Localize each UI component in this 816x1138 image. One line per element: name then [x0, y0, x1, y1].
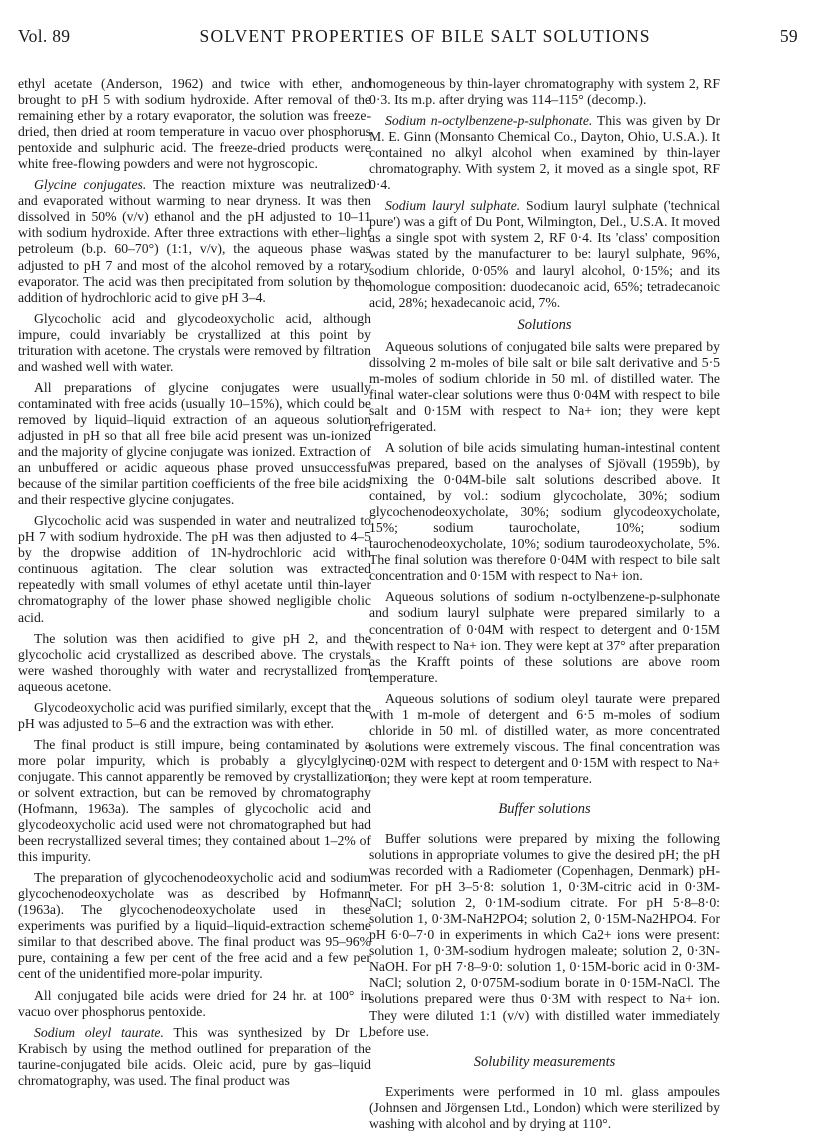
page-number: 59: [779, 26, 798, 46]
paragraph-lead: Sodium n-octylbenzene-p-sulphonate.: [385, 113, 593, 129]
paragraph: Aqueous solutions of sodium oleyl taurate were prepared with 1 m-mole of detergent and 6·5 m-moles of sodium chloride in 50 ml. of distilled water, as more concentrated solutions were extremely viscous. The final concentration was 0·02M with respect to detergent and 0·15M with respect to Na+ ion; they were kept at room temperature.: [369, 690, 720, 786]
right-column: [369, 76, 720, 1132]
paragraph-lead: Sodium oleyl taurate.: [34, 1024, 164, 1040]
paragraph-body: This was given by Dr M. E. Ginn (Monsanto Chemical Co., Dayton, Ohio, U.S.A.). It contained no alkyl alcohol when examined by thin-layer chromatography. With system 2, it moved as a single spot, RF 0·4.: [369, 113, 720, 193]
paragraph: All preparations of glycine conjugates were usually contaminated with free acids (usually 10–15%), which could be removed by liquid–liquid extraction of an aqueous solution adjusted in pH so that all free bile acid present was un-ionized and the majority of glycine conjugate was ionized. Extraction of an unbuffered or acidic aqueous phase proved unsuccessful because of the similar partition coefficients of the free bile acids and their respective glycine conjugates.: [18, 379, 371, 508]
running-title: SOLVENT PROPERTIES OF BILE SALT SOLUTIONS: [199, 26, 651, 46]
section-heading-solubility: Solubility measurements: [473, 1053, 616, 1070]
paragraph: Experiments were performed in 10 ml. glass ampoules (Johnsen and Jörgensen Ltd., London) which were sterilized by washing with alcohol and by drying at 110°.: [369, 1083, 720, 1131]
paragraph: The final product is still impure, being contaminated by a more polar impurity, which is probably a glycylglycine conjugate. This cannot apparently be removed by crystallization or solvent extraction, but can be removed by chromatography (Hofmann, 1963a). The samples of glycocholic acid and glycodeoxycholic acid used were not chromatographed but had been recrystallized several times; they contained about 1–2% of this impurity.: [18, 736, 371, 865]
paragraph: Aqueous solutions of sodium n-octylbenzene-p-sulphonate and sodium lauryl sulphate were prepared similarly to a concentration of 0·04M with respect to detergent and 0·15M with respect to Na+ ion. They were kept at 37° after preparation as the Krafft points of these solutions are above room temperature.: [369, 589, 720, 685]
paragraph-body: Sodium lauryl sulphate ('technical pure') was a gift of Du Pont, Wilmington, Del., U.S.A. It moved as a single spot with system 2, RF 0·4. Its 'class' composition was stated by the manufacturer to be: lauryl sulphate, 96%, sodium chloride, 0·05% and lauryl alcohol, 0·15%; and its homologue composition: duodecanoic acid, 65%; tetradecanoic acid, 28%; hexadecanoic acid, 7%.: [369, 198, 720, 310]
paragraph: A solution of bile acids simulating human-intestinal content was prepared, based on the analyses of Sjövall (1959b), by mixing the 0·04M-bile salt solutions described above. It contained, by vol.: sodium glycocholate, 30%; sodium glycochenodeoxycholate, 30%; sodium glycodeoxycholate, 15%; sodium taurocholate, 10%; sodium taurochenodeoxycholate, 10%; sodium taurodeoxycholate, 5%. The final solution was therefore 0·04M with respect to bile salt concentration and 0·15M with respect to Na+ ion.: [369, 439, 720, 584]
paragraph: The preparation of glycochenodeoxycholic acid and sodium glycochenodeoxycholate was as described by Hofmann (1963a). The glycochenodeoxycholate used in these experiments was purified by a liquid–liquid-extraction scheme similar to that described above. The final product was 95–96% pure, containing a few per cent of the free acid and a few per cent of the unidentified more-polar impurity.: [18, 870, 371, 982]
paragraph: ethyl acetate (Anderson, 1962) and twice with ether, and brought to pH 5 with sodium hydroxide. After removal of the remaining ether by a rotary evaporator, the solution was freeze-dried, then dried at room temperature in vacuo over phosphorus pentoxide and sulphuric acid. The freeze-dried products were white free-flowing powders and were not hygroscopic.: [18, 76, 371, 172]
paragraph-octylbenzene-sulphonate: [369, 113, 720, 193]
paragraph: Glycodeoxycholic acid was purified similarly, except that the pH was adjusted to 5–6 and the extraction was with ether.: [18, 699, 371, 731]
paragraph: Buffer solutions were prepared by mixing the following solutions in appropriate volumes to give the desired pH; the pH was recorded with a Radiometer (Copenhagen, Denmark) pH-meter. For pH 3–5·8: solution 1, 0·3M-citric acid in 0·3M-NaCl; solution 2, 0·1M-sodium citrate. For pH 5·8–8·0: solution 1, 0·3M-NaH2PO4; solution 2, 0·15M-Na2HPO4. For pH 6·0–7·0 in experiments in which Ca2+ ions were present: solution 1, 0·3M-sodium hydrogen maleate; solution 2, 0·3N-NaOH. For pH 7·8–9·0: solution 1, 0·15M-boric acid in 0·3M-NaCl; solution 2, 0·075M-sodium borate in 0·15M-NaCl. The solutions prepared were thus 0·3M with respect to Na+ ion. They were diluted 1:1 (v/v) with distilled water immediately before use.: [369, 831, 720, 1039]
section-heading-solutions: Solutions: [517, 316, 572, 333]
paragraph: Glycocholic acid was suspended in water and neutralized to pH 7 with sodium hydroxide. The pH was then adjusted to 4–5 by the dropwise addition of 1N-hydrochloric acid with continuous agitation. The clear solution was extracted repeatedly with small volumes of ethyl acetate until thin-layer chromatography of the lower phase showed negligible cholic acid.: [18, 513, 371, 625]
paragraph-body: The reaction mixture was neutralized and evaporated without warming to near dryness. It was then dissolved in 50% (v/v) ethanol and the pH adjusted to 10–11 with sodium hydroxide. After three extractions with ether–light petroleum (b.p. 60–70°) (1:1, v/v), the aqueous phase was adjusted to pH 7 and most of the alcohol removed by a rotary evaporator. The acid was then precipitated from solution by the addition of hydrochloric acid to give pH 3–4.: [18, 177, 371, 305]
paragraph: The solution was then acidified to give pH 2, and the glycocholic acid crystallized as described above. The crystals were washed thoroughly with water and recrystallized from aqueous acetone.: [18, 630, 371, 694]
paragraph-lead: Sodium lauryl sulphate.: [385, 198, 521, 214]
paragraph-glycine-conjugates: [18, 177, 371, 305]
volume-label: Vol. 89: [18, 26, 71, 46]
paragraph: Aqueous solutions of conjugated bile salts were prepared by dissolving 2 m-moles of bile salt or bile salt derivative and 5·5 m-moles of sodium chloride in 50 ml. of distilled water. The final water-clear solutions were thus 0·04M with respect to bile salt and 0·15M with respect to Na+ ion; they were kept refrigerated.: [369, 338, 720, 434]
paragraph-lead: Glycine conjugates.: [34, 177, 147, 193]
paragraph: All conjugated bile acids were dried for 24 hr. at 100° in vacuo over phosphorus pentoxide.: [18, 987, 371, 1019]
section-heading-buffer-solutions: Buffer solutions: [498, 800, 591, 817]
running-header: [18, 26, 798, 50]
left-column: [18, 76, 371, 1089]
paragraph: Glycocholic acid and glycodeoxycholic acid, although impure, could invariably be crystallized at this point by trituration with acetone. The crystals were removed by filtration and washed well with water.: [18, 310, 371, 374]
paragraph: homogeneous by thin-layer chromatography with system 2, RF 0·3. Its m.p. after drying was 114–115° (decomp.).: [369, 76, 720, 108]
paragraph-body: This was synthesized by Dr L. Krabisch by using the method outlined for preparation of the taurine-conjugated bile acids. Oleic acid, pure by gas–liquid chromatography, was used. The final product was: [18, 1024, 371, 1088]
paragraph-lauryl-sulphate: [369, 198, 720, 310]
paragraph-sodium-oleyl-taurate: [18, 1025, 371, 1089]
